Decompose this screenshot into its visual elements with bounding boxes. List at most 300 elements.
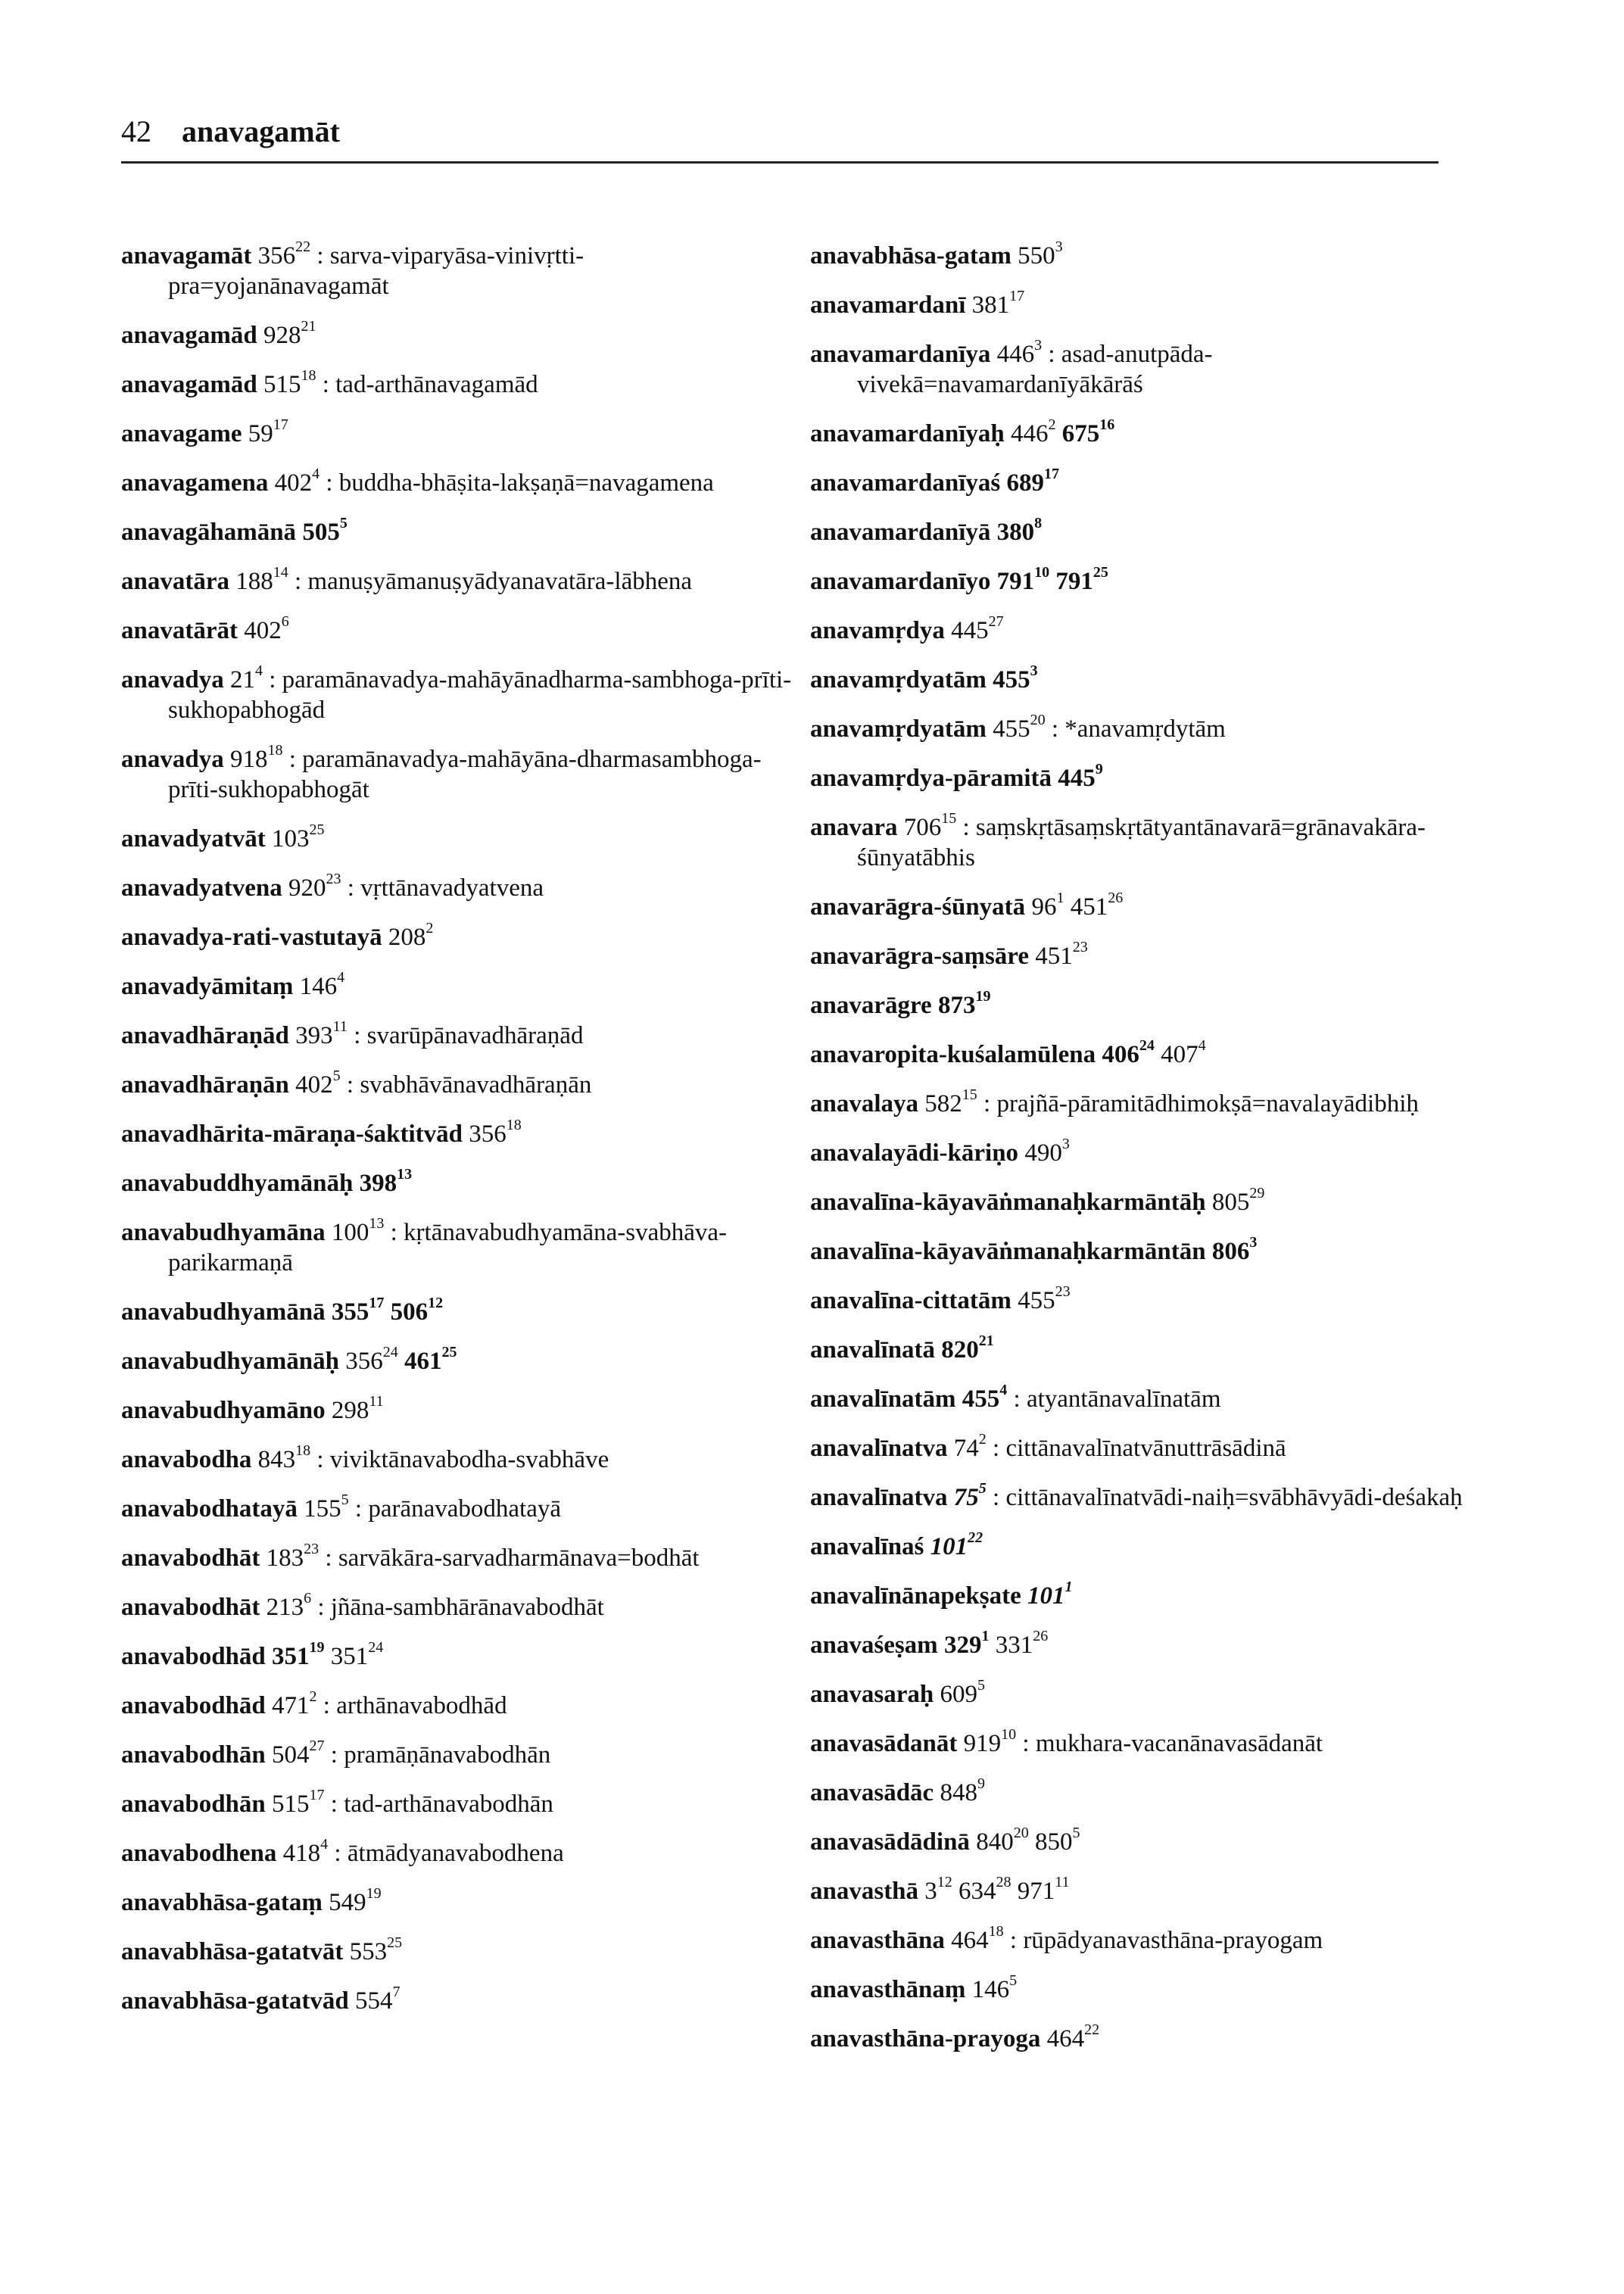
index-entry xyxy=(810,941,1492,971)
page-reference: $75^5$ xyxy=(953,1480,987,1511)
page-reference: $96^1$ xyxy=(1031,890,1064,921)
headword: anavadya xyxy=(121,666,224,693)
line-number: 27 xyxy=(309,1738,325,1754)
headword: anavagamād xyxy=(121,371,257,398)
line-number: 17 xyxy=(309,1787,325,1803)
line-number: 26 xyxy=(1108,890,1124,906)
gloss-text: viviktānavabodha-svabhāve xyxy=(329,1446,609,1473)
line-number: 8 xyxy=(1034,515,1043,531)
line-number: 17 xyxy=(369,1295,385,1311)
page-reference: $920^{23}$ xyxy=(288,871,341,902)
gloss-text: svabhāvānavadhāraṇān xyxy=(360,1071,592,1099)
headword: anavabhāsa-gataṃ xyxy=(121,1889,323,1916)
line-number: 12 xyxy=(937,1874,952,1890)
page-reference: $805^{29}$ xyxy=(1211,1185,1265,1216)
index-entry: anavamardanīya $446^3$ : asad-anutpāda-vivekā=navamardanīyākārāś xyxy=(810,337,1213,398)
headword: anavabodhena xyxy=(121,1840,277,1867)
index-entry xyxy=(121,416,803,449)
index-entry xyxy=(121,971,803,1002)
gloss-text: *anavamṛdytām xyxy=(1064,715,1226,743)
line-number: 23 xyxy=(304,1541,320,1557)
index-entry xyxy=(121,1297,803,1327)
page-reference: $356^{18}$ xyxy=(469,1117,522,1148)
index-entry: anavagamād $515^{18}$ : tad-arthānavagamād xyxy=(121,367,538,398)
headword: anavalīna-cittatām xyxy=(810,1287,1011,1314)
page-reference: $21^4$ xyxy=(229,662,263,693)
headword: anavadya-rati-vastutayā xyxy=(121,924,382,951)
page-reference: $455^{23}$ xyxy=(1018,1283,1071,1314)
line-number: 24 xyxy=(1139,1037,1155,1054)
gloss-text: asad-anutpāda-vivekā=navamardanīyākārāś xyxy=(857,341,1213,398)
headword: anavagame xyxy=(121,420,242,447)
page-reference: $505^5$ xyxy=(302,515,348,546)
line-number: 25 xyxy=(387,1934,403,1951)
gloss-text: ātmādyanavabodhena xyxy=(347,1840,564,1867)
line-number: 13 xyxy=(397,1166,413,1183)
line-number: 5 xyxy=(978,1480,987,1497)
page-reference: $609^5$ xyxy=(940,1677,985,1708)
page-reference: $706^{15}$ xyxy=(903,810,957,841)
index-entry: anavadhāraṇān $402^5$ : svabhāvānavadhāraṇān xyxy=(121,1068,592,1099)
headword: anavadyatvāt xyxy=(121,825,266,852)
headword: anavarāgra-śūnyatā xyxy=(810,893,1026,921)
line-number: 22 xyxy=(1084,2021,1100,2038)
line-number: 6 xyxy=(304,1590,312,1607)
index-entry xyxy=(810,1138,1492,1168)
index-entry xyxy=(810,613,1492,646)
headword: anavasādāc xyxy=(810,1779,934,1806)
index-entry xyxy=(810,416,1492,449)
line-number: 10 xyxy=(1034,564,1050,581)
headword: anavalaya xyxy=(810,1090,919,1117)
gloss-text: prajñā-pāramitādhimokṣā=navalayādibhiḥ xyxy=(996,1090,1419,1117)
gloss-text: pramāṇānavabodhān xyxy=(344,1741,551,1769)
line-number: 3 xyxy=(1034,337,1043,354)
page-reference: $471^2$ xyxy=(272,1688,317,1719)
page-reference: $393^{11}$ xyxy=(295,1018,348,1049)
line-number: 18 xyxy=(988,1923,1004,1940)
line-number: 17 xyxy=(1043,466,1059,482)
line-number: 3 xyxy=(1030,662,1038,679)
line-number: 4 xyxy=(312,466,320,482)
headword: anavasthāna-prayoga xyxy=(810,2025,1041,2052)
page-reference: $331^{26}$ xyxy=(995,1628,1049,1659)
line-number: 11 xyxy=(369,1393,384,1410)
line-number: 3 xyxy=(1249,1234,1258,1251)
page-reference: $446^2$ xyxy=(1010,416,1056,447)
index-entry xyxy=(121,1395,803,1426)
headword: anavalīnatā xyxy=(810,1336,936,1364)
line-number: 18 xyxy=(295,1442,311,1459)
page-reference: $455^4$ xyxy=(962,1382,1008,1413)
line-number: 2 xyxy=(425,920,434,937)
index-entry xyxy=(810,662,1492,695)
page-reference: $101^{22}$ xyxy=(930,1529,983,1560)
page-reference: $3^{12}$ xyxy=(924,1874,952,1905)
headword: anavalīnatām xyxy=(810,1385,956,1413)
headword: anavabodhān xyxy=(121,1741,266,1769)
gloss-text: tad-arthānavagamād xyxy=(335,371,538,398)
gloss-text: saṃskṛtāsaṃskṛtātyantānavarā=grānavakāra-śūnyatābhis xyxy=(857,814,1426,871)
index-entry: anavabodhāt $183^{23}$ : sarvākāra-sarvadharmānava=bodhāt xyxy=(121,1541,700,1572)
line-number: 4 xyxy=(320,1836,329,1853)
gloss-text: svarūpānavadhāraṇād xyxy=(366,1022,584,1049)
page-reference: $402^4$ xyxy=(274,466,320,497)
line-number: 18 xyxy=(301,367,316,384)
index-entry xyxy=(810,517,1492,547)
index-entry xyxy=(121,1346,803,1376)
headword: anavabodhatayā xyxy=(121,1495,298,1523)
line-number: 20 xyxy=(1013,1825,1029,1841)
line-number: 14 xyxy=(273,564,288,581)
line-number: 24 xyxy=(368,1639,384,1656)
index-entry xyxy=(121,613,803,646)
gloss-text: sarva-viparyāsa-vinivṛtti-pra=yojanānavagamāt xyxy=(168,242,584,300)
headword: anavamṛdya-pāramitā xyxy=(810,765,1052,792)
page-reference: $213^6$ xyxy=(266,1590,312,1621)
headword: anavadyatvena xyxy=(121,874,282,902)
index-entry: anavabudhyamāna $100^{13}$ : kṛtānavabudhyamāna-svabhāva-parikarmaṇā xyxy=(121,1215,728,1276)
page-reference: $451^{23}$ xyxy=(1035,939,1088,970)
headword: anavadhāraṇād xyxy=(121,1022,289,1049)
headword: anavamardanī xyxy=(810,291,966,319)
page-reference: $146^4$ xyxy=(299,969,345,1000)
gloss-text: cittānavalīnatvānuttrāsādinā xyxy=(1005,1435,1286,1462)
line-number: 10 xyxy=(1001,1726,1017,1743)
index-entry: anavabodhād $471^2$ : arthānavabodhād xyxy=(121,1688,507,1719)
page-reference: $351^{19}$ xyxy=(272,1639,325,1670)
page-reference: $840^{20}$ xyxy=(976,1825,1029,1856)
index-entry xyxy=(810,1876,1492,1906)
page-reference: $918^{18}$ xyxy=(229,742,283,773)
page-reference: $634^{28}$ xyxy=(959,1874,1011,1905)
page-reference: $381^{17}$ xyxy=(971,288,1025,319)
page-reference: $188^{14}$ xyxy=(235,564,288,595)
headword: anavasthānaṃ xyxy=(810,1976,966,2003)
headword: anavalīna-kāyavāṅmanaḥkarmāntān xyxy=(810,1238,1206,1265)
headword: anavamṛdyatām xyxy=(810,666,987,693)
index-entry xyxy=(810,1972,1492,2005)
gloss-text: sarvākāra-sarvadharmānava=bodhāt xyxy=(338,1544,700,1572)
index-entry xyxy=(810,2021,1492,2054)
page-reference: $515^{17}$ xyxy=(272,1787,325,1818)
index-entry xyxy=(810,1236,1492,1267)
page-number: 42 xyxy=(121,114,151,148)
headword: anavaśeṣam xyxy=(810,1632,938,1659)
headword: anavasaraḥ xyxy=(810,1681,934,1708)
line-number: 25 xyxy=(1093,564,1108,581)
line-number: 4 xyxy=(337,969,345,986)
headword: anavadyāmitaṃ xyxy=(121,973,294,1000)
page-reference: $843^{18}$ xyxy=(257,1442,311,1473)
page-reference: $146^5$ xyxy=(971,1972,1018,2003)
headword: anavabodhān xyxy=(121,1791,266,1818)
page-reference: $848^9$ xyxy=(940,1775,985,1806)
page-reference: $820^{21}$ xyxy=(941,1332,994,1364)
line-number: 11 xyxy=(1055,1874,1070,1890)
headword: anavamardanīyaḥ xyxy=(810,420,1005,447)
line-number: 25 xyxy=(441,1344,457,1361)
headword: anavatārāt xyxy=(121,617,238,644)
headword: anavasādanāt xyxy=(810,1730,958,1757)
line-number: 5 xyxy=(339,515,348,531)
line-number: 5 xyxy=(332,1068,341,1084)
line-number: 1 xyxy=(1056,890,1064,906)
gloss-text: paramānavadya-mahāyāna-dharmasambhoga-prīti-sukhopabhogāt xyxy=(168,746,762,803)
page-reference: $74^2$ xyxy=(953,1431,987,1462)
index-entry xyxy=(810,763,1492,793)
line-number: 5 xyxy=(341,1491,349,1508)
index-entry: anavalīnatva $75^5$ : cittānavalīnatvādi-naiḥ=svābhāvyādi-deśakaḥ xyxy=(810,1480,1463,1511)
right-column xyxy=(810,238,1492,2073)
headword: anavamardanīyaś xyxy=(810,469,1001,497)
index-entry: anavadya $21^4$ : paramānavadya-mahāyānadharma-sambhoga-prīti-sukhopabhogād xyxy=(121,662,792,724)
page-reference: $464^{18}$ xyxy=(951,1923,1004,1954)
page-reference: $873^{19}$ xyxy=(937,988,991,1019)
headword: anavabhāsa-gatatvād xyxy=(121,1987,349,2015)
page-reference: $675^{16}$ xyxy=(1061,416,1115,447)
line-number: 2 xyxy=(1048,416,1056,433)
gloss-text: buddha-bhāṣita-lakṣaṇā=navagamena xyxy=(338,469,714,497)
index-entry xyxy=(810,468,1492,498)
gloss-text: mukhara-vacanānavasādanāt xyxy=(1035,1730,1323,1757)
line-number: 17 xyxy=(1009,288,1025,304)
line-number: 9 xyxy=(1095,761,1103,778)
index-entry: anavabodhāt $213^6$ : jñāna-sambhārānavabodhāt xyxy=(121,1590,604,1621)
index-entry xyxy=(810,1529,1492,1562)
page-reference: $549^{19}$ xyxy=(329,1885,382,1916)
line-number: 24 xyxy=(382,1344,398,1361)
index-entry xyxy=(121,1168,803,1198)
index-entry xyxy=(121,320,803,351)
headword: anavabhāsa-gatam xyxy=(810,242,1011,270)
page-reference: $928^{21}$ xyxy=(263,318,316,349)
page-reference: $971^{11}$ xyxy=(1017,1874,1070,1905)
line-number: 9 xyxy=(977,1775,985,1792)
headword: anavalīnatva xyxy=(810,1435,948,1462)
headword: anavabuddhyamānāḥ xyxy=(121,1170,354,1197)
page-reference: $553^{25}$ xyxy=(349,1934,403,1965)
index-entry xyxy=(810,892,1492,922)
line-number: 12 xyxy=(428,1295,444,1311)
headword: anavalīnatva xyxy=(810,1484,948,1511)
headword: anavarāgre xyxy=(810,992,932,1019)
line-number: 1 xyxy=(981,1628,990,1644)
page-reference: $101^1$ xyxy=(1027,1579,1073,1610)
gloss-text: parānavabodhatayā xyxy=(368,1495,562,1523)
index-entry xyxy=(121,922,803,952)
page-reference: $506^{12}$ xyxy=(390,1295,444,1326)
headword: anavalīnaś xyxy=(810,1533,924,1560)
headword: anavarāgra-saṃsāre xyxy=(810,943,1030,970)
index-entry: anavagamena $402^4$ : buddha-bhāṣita-lakṣaṇā=navagamena xyxy=(121,466,714,497)
headword: anavamṛdyatām xyxy=(810,715,987,743)
line-number: 3 xyxy=(1061,1136,1070,1152)
page-reference: $329^1$ xyxy=(943,1628,990,1659)
page-reference: $550^3$ xyxy=(1018,238,1063,270)
index-entry xyxy=(121,1119,803,1149)
headword: anavalayādi-kāriṇo xyxy=(810,1139,1019,1167)
page-reference: $689^{17}$ xyxy=(1006,466,1059,497)
index-entry: anavalīnatva $74^2$ : cittānavalīnatvānuttrāsādinā xyxy=(810,1431,1286,1462)
page-reference: $183^{23}$ xyxy=(266,1541,320,1572)
line-number: 25 xyxy=(309,821,325,838)
headword: anavabodhād xyxy=(121,1692,266,1719)
page-reference: $850^5$ xyxy=(1034,1825,1080,1856)
headword: anavamardanīyā xyxy=(810,519,991,546)
index-entry xyxy=(810,1679,1492,1710)
line-number: 19 xyxy=(366,1885,382,1902)
headword: anavadhārita-māraṇa-śaktitvād xyxy=(121,1121,463,1148)
gloss-text: atyantānavalīnatām xyxy=(1026,1385,1221,1413)
headword: anavamardanīya xyxy=(810,341,991,368)
page-reference: $451^{26}$ xyxy=(1070,890,1124,921)
gloss-text: arthānavabodhād xyxy=(336,1692,507,1719)
index-entry xyxy=(121,1934,803,1967)
page-reference: $791^{25}$ xyxy=(1055,564,1108,595)
page-reference: $356^{22}$ xyxy=(257,238,311,270)
headword: anavabhāsa-gatatvāt xyxy=(121,1938,344,1965)
line-number: 21 xyxy=(978,1332,994,1349)
page-reference: $554^7$ xyxy=(354,1984,401,2015)
line-number: 18 xyxy=(267,742,283,759)
headword: anavagamād xyxy=(121,322,257,349)
headword: anavasthāna xyxy=(810,1927,945,1954)
line-number: 7 xyxy=(392,1984,401,2000)
headword: anavabodhād xyxy=(121,1643,266,1670)
page-reference: $515^{18}$ xyxy=(263,367,316,398)
line-number: 2 xyxy=(978,1431,987,1448)
index-entry xyxy=(810,566,1492,597)
index-entry xyxy=(810,290,1492,320)
index-entry: anavara $706^{15}$ : saṃskṛtāsaṃskṛtātyantānavarā=grānavakāra-śūnyatābhis xyxy=(810,810,1426,871)
line-number: 5 xyxy=(977,1677,985,1694)
index-entry: anavagamāt $356^{22}$ : sarva-viparyāsa-vinivṛtti-pra=yojanānavagamāt xyxy=(121,238,584,300)
page-reference: $582^{15}$ xyxy=(924,1086,977,1117)
page-reference: $504^{27}$ xyxy=(272,1738,325,1769)
gloss-text: cittānavalīnatvādi-naiḥ=svābhāvyādi-deśakaḥ xyxy=(1005,1484,1463,1511)
line-number: 17 xyxy=(273,416,288,433)
headword: anavadya xyxy=(121,746,224,773)
index-entry xyxy=(810,238,1492,271)
headword: anavabodha xyxy=(121,1446,252,1473)
index-entry xyxy=(810,1827,1492,1857)
index-entry: anavatāra $188^{14}$ : manuṣyāmanuṣyādyanavatāra-lābhena xyxy=(121,564,693,595)
line-number: 29 xyxy=(1249,1185,1265,1202)
headword: anavaropita-kuśalamūlena xyxy=(810,1041,1096,1068)
index-entry xyxy=(121,1986,803,2016)
index-entry: anavasthāna $464^{18}$ : rūpādyanavasthāna-prayogam xyxy=(810,1923,1323,1954)
headword: anavagāhamānā xyxy=(121,519,297,546)
index-entry xyxy=(810,1332,1492,1365)
page-reference: $406^{24}$ xyxy=(1102,1037,1155,1068)
page-reference: $455^{20}$ xyxy=(993,712,1046,743)
headword: anavatāra xyxy=(121,568,229,595)
line-number: 22 xyxy=(968,1529,983,1546)
page-reference: $445^{27}$ xyxy=(951,613,1004,644)
page-reference: $398^{13}$ xyxy=(359,1166,413,1197)
index-entry xyxy=(810,1775,1492,1808)
line-number: 27 xyxy=(988,613,1004,630)
page-reference: $402^5$ xyxy=(295,1068,341,1099)
page-reference: $407^4$ xyxy=(1161,1037,1206,1068)
page-reference: $461^{25}$ xyxy=(404,1344,457,1375)
line-number: 16 xyxy=(1099,416,1115,433)
page-reference: $351^{24}$ xyxy=(330,1639,384,1670)
index-entry xyxy=(121,1641,803,1672)
line-number: 3 xyxy=(1055,238,1063,255)
index-entry: anavabodhatayā $155^5$ : parānavabodhatayā xyxy=(121,1491,562,1523)
index-entry xyxy=(121,1887,803,1918)
index-entry: anavabodha $843^{18}$ : viviktānavabodha-svabhāve xyxy=(121,1442,609,1473)
index-entry: anavadhāraṇād $393^{11}$ : svarūpānavadhāraṇād xyxy=(121,1018,584,1049)
page-reference: $59^{17}$ xyxy=(248,416,288,447)
index-entry: anavabodhān $515^{17}$ : tad-arthānavabodhān xyxy=(121,1787,553,1818)
gloss-text: vṛttānavadyatvena xyxy=(360,874,544,902)
line-number: 4 xyxy=(254,662,263,679)
headword: anavabodhāt xyxy=(121,1594,260,1621)
line-number: 5 xyxy=(1009,1972,1018,1989)
gloss-text: rūpādyanavasthāna-prayogam xyxy=(1023,1927,1323,1954)
headword: anavasthā xyxy=(810,1878,919,1905)
page-reference: $100^{13}$ xyxy=(331,1215,385,1246)
index-entry xyxy=(810,1039,1492,1070)
gloss-text: kṛtānavabudhyamāna-svabhāva-parikarmaṇā xyxy=(168,1219,728,1276)
line-number: 23 xyxy=(326,871,341,887)
line-number: 4 xyxy=(1198,1037,1206,1054)
index-entry: anavadya $918^{18}$ : paramānavadya-mahāyāna-dharmasambhoga-prīti-sukhopabhogāt xyxy=(121,742,762,803)
line-number: 19 xyxy=(309,1639,325,1656)
header-rule xyxy=(121,161,1439,164)
page-reference: $418^4$ xyxy=(282,1836,329,1867)
page-reference: $791^{10}$ xyxy=(996,564,1050,595)
line-number: 19 xyxy=(975,988,991,1005)
headword: anavagamāt xyxy=(121,242,252,270)
headword: anavara xyxy=(810,814,898,841)
headword: anavabudhyamānāḥ xyxy=(121,1348,339,1375)
page-reference: $103^{25}$ xyxy=(271,821,325,852)
index-entry: anavamṛdyatām $455^{20}$ : *anavamṛdytām xyxy=(810,712,1226,743)
headword: anavagamena xyxy=(121,469,269,497)
index-entry: anavabodhān $504^{27}$ : pramāṇānavabodhān xyxy=(121,1738,551,1769)
header-title: anavagamāt xyxy=(182,114,340,148)
headword: anavabudhyamāna xyxy=(121,1219,326,1246)
page-reference: $490^3$ xyxy=(1024,1136,1070,1167)
headword: anavalīna-kāyavāṅmanaḥkarmāntāḥ xyxy=(810,1189,1206,1216)
running-header xyxy=(121,114,340,149)
headword: anavabodhāt xyxy=(121,1544,260,1572)
index-entry xyxy=(810,1283,1492,1316)
line-number: 11 xyxy=(332,1018,348,1035)
line-number: 4 xyxy=(999,1382,1008,1398)
page-reference: $355^{17}$ xyxy=(331,1295,385,1326)
index-entry: anavalīnatām $455^4$ : atyantānavalīnatām xyxy=(810,1382,1221,1413)
line-number: 15 xyxy=(962,1086,977,1103)
line-number: 23 xyxy=(1072,939,1088,955)
headword: anavalīnānapekṣate xyxy=(810,1582,1021,1610)
index-entry xyxy=(121,821,803,854)
page-reference: $380^8$ xyxy=(996,515,1043,546)
page-reference: $445^9$ xyxy=(1058,761,1103,792)
line-number: 6 xyxy=(281,613,289,630)
line-number: 5 xyxy=(1072,1825,1080,1841)
index-entry xyxy=(810,990,1492,1021)
line-number: 2 xyxy=(309,1688,317,1705)
line-number: 20 xyxy=(1030,712,1046,728)
left-column xyxy=(121,238,803,2035)
page-reference: $464^{22}$ xyxy=(1046,2021,1100,2052)
headword: anavamṛdya xyxy=(810,617,945,644)
